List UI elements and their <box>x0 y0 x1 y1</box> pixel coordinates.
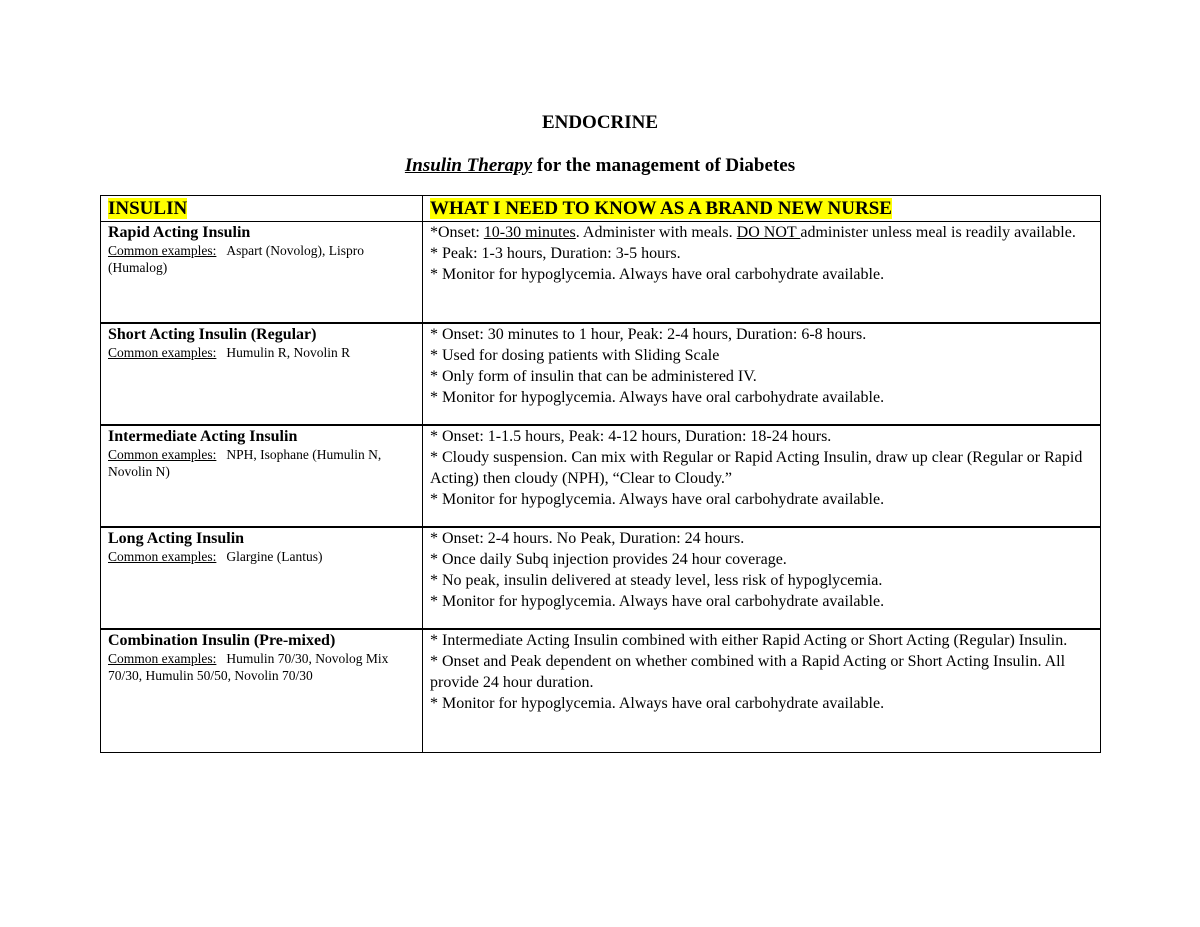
notes-cell <box>423 527 1101 629</box>
table-row <box>101 323 1101 425</box>
examples-label: Common examples: <box>108 549 217 564</box>
subtitle-rest: for the management of Diabetes <box>532 155 796 176</box>
insulin-examples <box>108 344 415 361</box>
notes-cell <box>423 425 1101 527</box>
note-line: * Once daily Subq injection provides 24 hour coverage. <box>430 551 787 568</box>
examples-text: Aspart (Novolog), Lispro (Humalog) <box>108 243 364 275</box>
insulin-name: Intermediate Acting Insulin <box>108 428 298 445</box>
note-line: * Monitor for hypoglycemia. Always have oral carbohydrate available. <box>430 266 885 283</box>
insulin-name: Short Acting Insulin (Regular) <box>108 326 317 343</box>
examples-text: Humulin 70/30, Novolog Mix 70/30, Humulin 50/50, Novolin 70/30 <box>108 651 389 683</box>
note-line: * Monitor for hypoglycemia. Always have oral carbohydrate available. <box>430 389 885 406</box>
examples-label: Common examples: <box>108 651 217 666</box>
table-header-row <box>101 196 1101 222</box>
notes-cell <box>423 323 1101 425</box>
note-text: . Administer with meals. <box>575 224 737 241</box>
insulin-cell <box>101 425 423 527</box>
note-line: * Cloudy suspension. Can mix with Regular or Rapid Acting Insulin, draw up clear (Regular or Rapid Acting) then cloudy (NPH), “Clear to Cloudy.” <box>430 449 1083 487</box>
insulin-name: Combination Insulin (Pre-mixed) <box>108 632 336 649</box>
table-row <box>101 527 1101 629</box>
header-nurse: WHAT I NEED TO KNOW AS A BRAND NEW NURSE <box>430 198 892 219</box>
table-row <box>101 629 1101 753</box>
notes-cell <box>423 222 1101 324</box>
insulin-name: Rapid Acting Insulin <box>108 224 251 241</box>
examples-text: Humulin R, Novolin R <box>226 345 351 360</box>
note-underlined: 10-30 minutes <box>483 224 576 241</box>
note-line: * Onset and Peak dependent on whether combined with a Rapid Acting or Short Acting Insulin. All provide 24 hour duration. <box>430 653 1066 691</box>
insulin-cell <box>101 527 423 629</box>
note-line: * Monitor for hypoglycemia. Always have oral carbohydrate available. <box>430 491 885 508</box>
note-line: * Onset: 2-4 hours. No Peak, Duration: 24 hours. <box>430 530 745 547</box>
note-line: * Used for dosing patients with Sliding Scale <box>430 347 720 364</box>
examples-text: NPH, Isophane (Humulin N, Novolin N) <box>108 447 382 479</box>
note-line: * Only form of insulin that can be administered IV. <box>430 368 757 385</box>
insulin-examples <box>108 446 415 480</box>
note-line: * Intermediate Acting Insulin combined with either Rapid Acting or Short Acting (Regular) Insulin. <box>430 632 1068 649</box>
note-line: * Onset: 30 minutes to 1 hour, Peak: 2-4 hours, Duration: 6-8 hours. <box>430 326 867 343</box>
insulin-examples <box>108 548 415 565</box>
header-cell-insulin <box>101 196 423 222</box>
insulin-examples <box>108 650 415 684</box>
document-subtitle <box>0 155 1200 177</box>
subtitle-emphasis: Insulin Therapy <box>404 155 533 176</box>
document-title: ENDOCRINE <box>541 112 659 133</box>
header-insulin: INSULIN <box>108 198 188 219</box>
notes-cell <box>423 629 1101 753</box>
insulin-table <box>100 195 1101 753</box>
note-underlined: DO NOT <box>736 224 801 241</box>
header-cell-nurse <box>423 196 1101 222</box>
examples-label: Common examples: <box>108 447 217 462</box>
note-text: *Onset: <box>430 224 484 241</box>
insulin-name: Long Acting Insulin <box>108 530 245 547</box>
table-row <box>101 222 1101 324</box>
table-row <box>101 425 1101 527</box>
examples-label: Common examples: <box>108 243 217 258</box>
examples-label: Common examples: <box>108 345 217 360</box>
insulin-cell <box>101 629 423 753</box>
note-line: * Monitor for hypoglycemia. Always have oral carbohydrate available. <box>430 695 885 712</box>
note-text: administer unless meal is readily available. <box>800 224 1076 241</box>
insulin-examples <box>108 242 415 276</box>
insulin-cell <box>101 222 423 324</box>
note-line: * No peak, insulin delivered at steady level, less risk of hypoglycemia. <box>430 572 883 589</box>
note-line: * Onset: 1-1.5 hours, Peak: 4-12 hours, Duration: 18-24 hours. <box>430 428 832 445</box>
note-line: * Monitor for hypoglycemia. Always have oral carbohydrate available. <box>430 593 885 610</box>
note-line <box>430 222 1093 243</box>
note-line: * Peak: 1-3 hours, Duration: 3-5 hours. <box>430 245 681 262</box>
insulin-cell <box>101 323 423 425</box>
examples-text: Glargine (Lantus) <box>226 549 323 564</box>
